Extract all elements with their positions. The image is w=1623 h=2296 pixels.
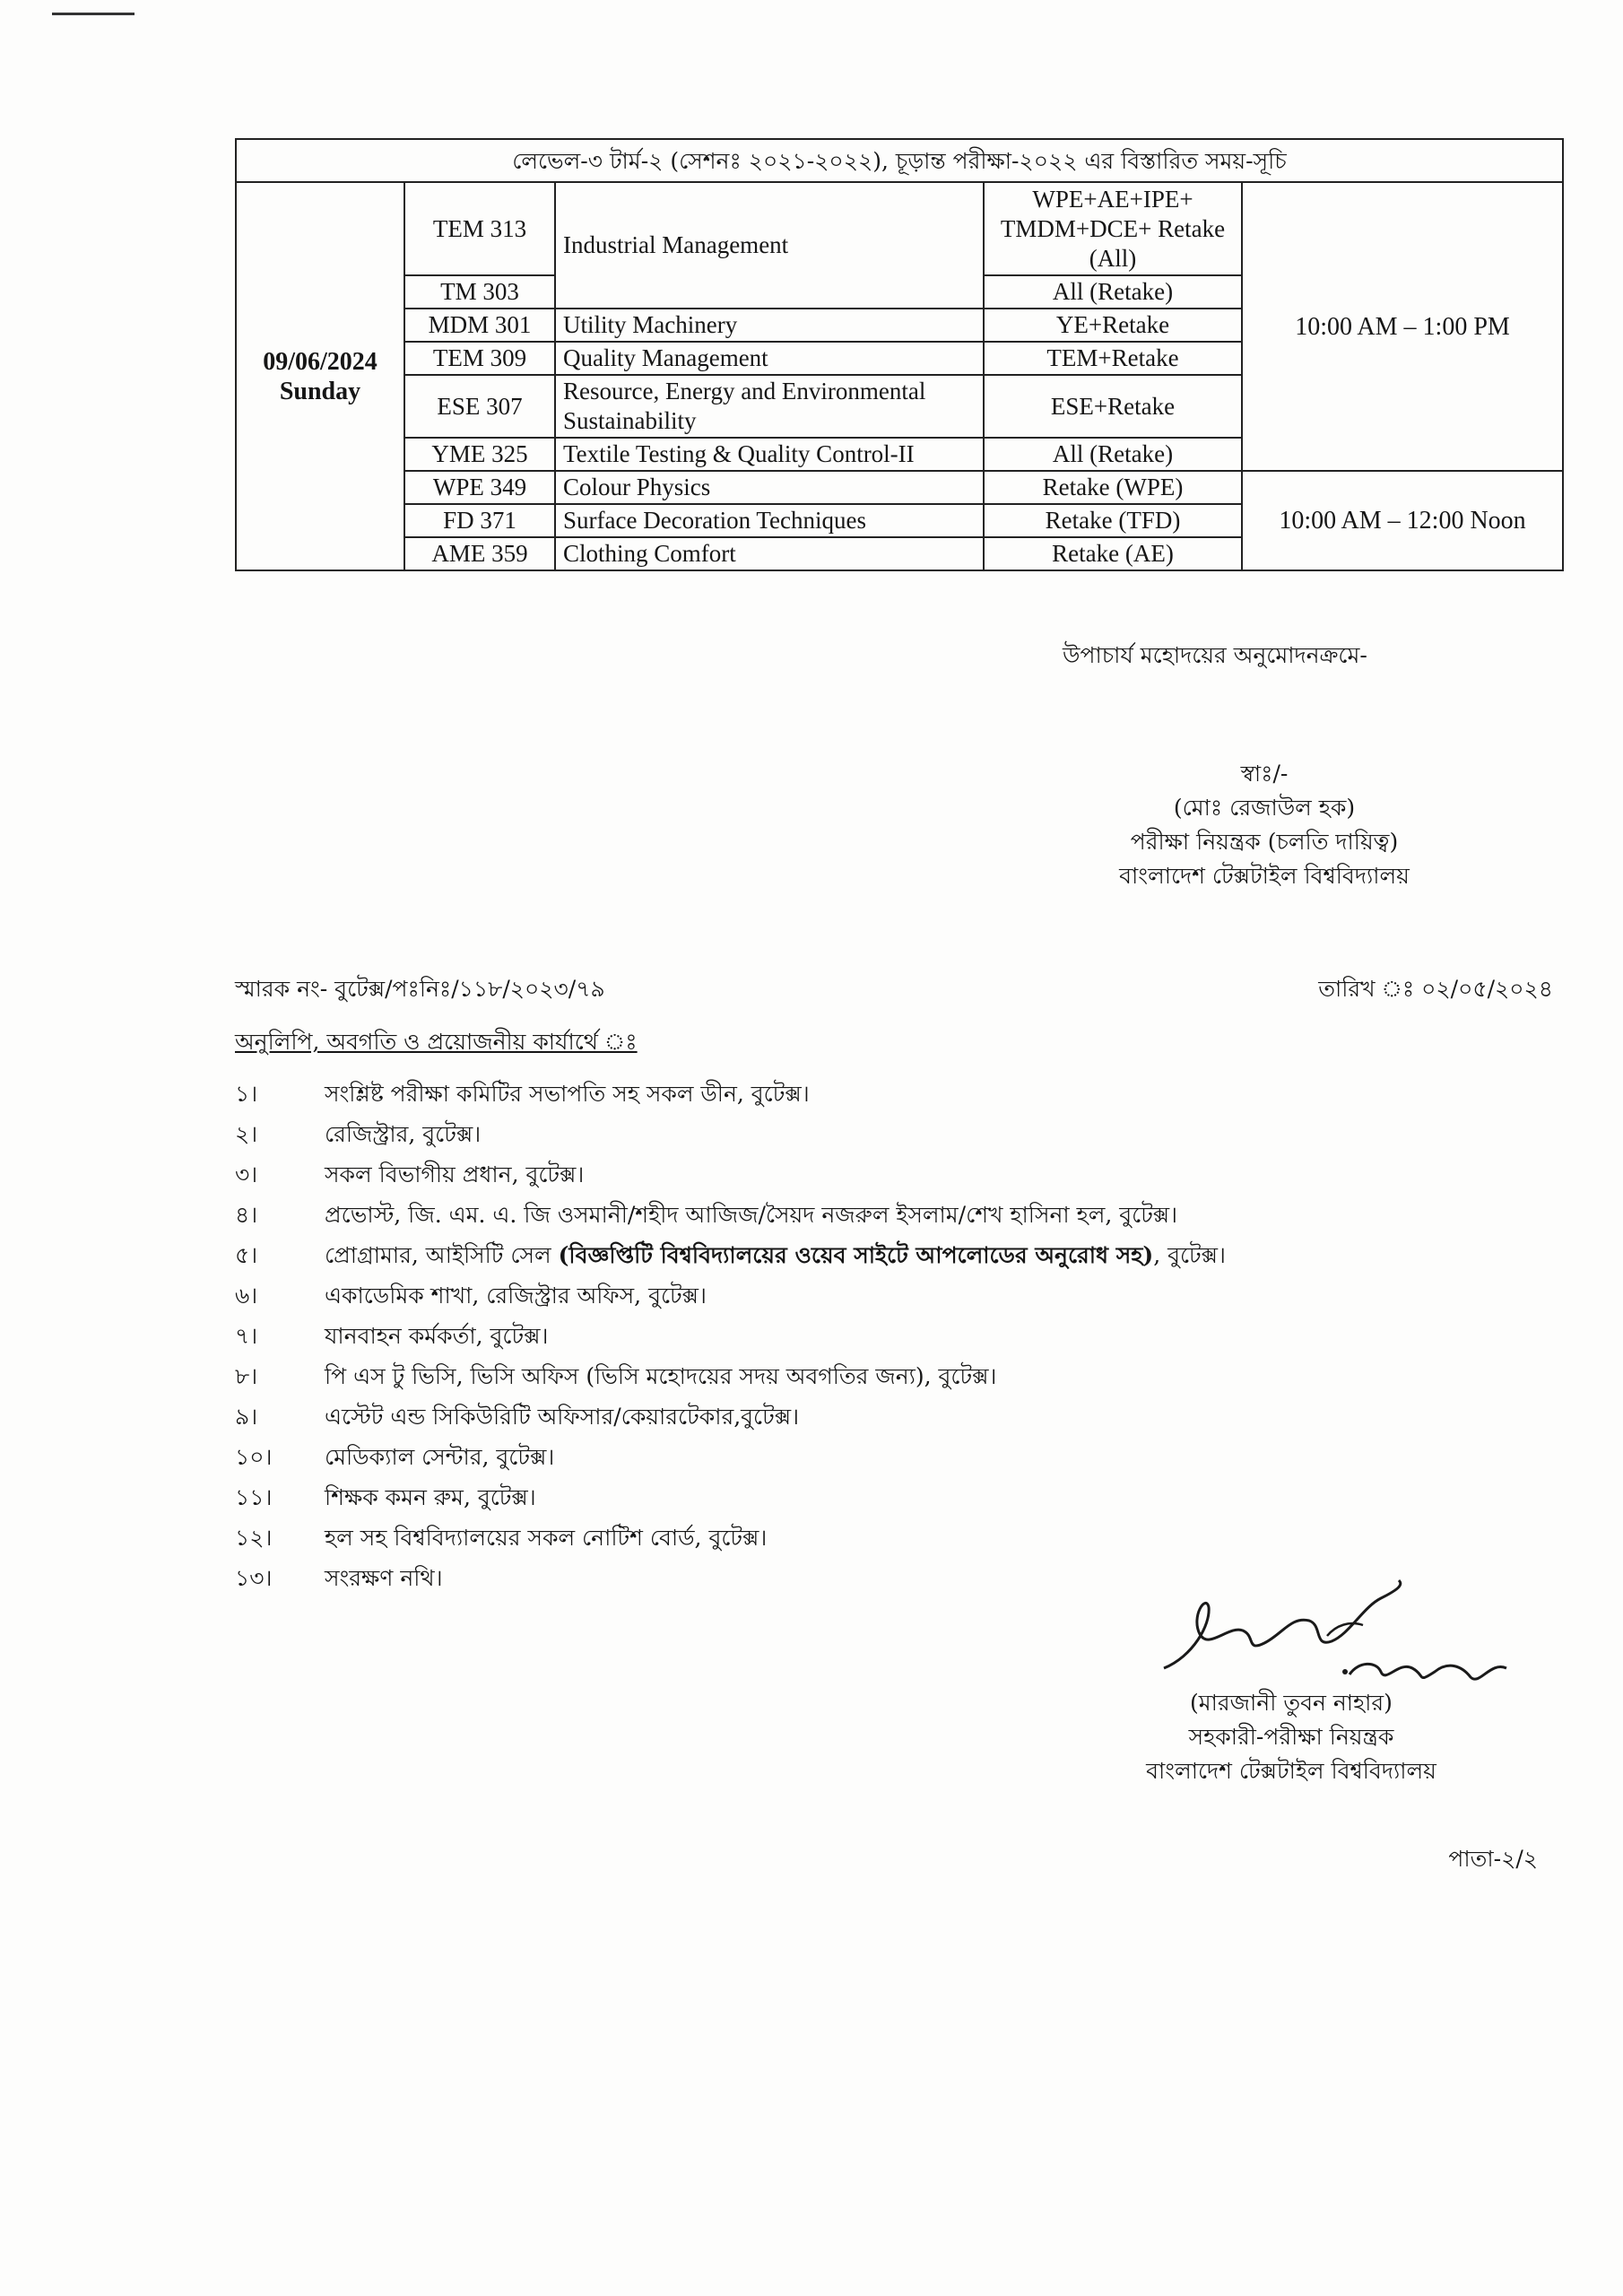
course-title: Resource, Energy and Environmental Sustainability	[555, 375, 984, 438]
department: All (Retake)	[984, 275, 1242, 309]
signer-name: (মোঃ রেজাউল হক)	[1173, 795, 1356, 821]
table-title-row	[236, 139, 1563, 182]
schedule-title: লেভেল-৩ টার্ম-২ (সেশনঃ ২০২১-২০২২), চূড়ান্ত পরীক্ষা-২০২২ এর বিস্তারিত সময়-সূচি	[236, 139, 1563, 182]
list-item: ১০। মেডিক্যাল সেন্টার, বুটেক্স।	[235, 1444, 555, 1470]
course-title: Quality Management	[555, 342, 984, 375]
course-title: Textile Testing & Quality Control-II	[555, 438, 984, 471]
course-code: ESE 307	[404, 375, 555, 438]
course-code: FD 371	[404, 504, 555, 537]
course-code: TEM 309	[404, 342, 555, 375]
controller-signature-block	[1076, 757, 1453, 893]
table-row	[236, 471, 1563, 504]
assistant-controller-signature-block	[1094, 1686, 1488, 1788]
course-code: TM 303	[404, 275, 555, 309]
list-item: ১। সংশ্লিষ্ট পরীক্ষা কমিটির সভাপতি সহ সকল ডীন, বুটেক্স।	[235, 1081, 810, 1107]
list-item: ১৩। সংরক্ষণ নথি।	[235, 1565, 443, 1591]
signer-designation: পরীক্ষা নিয়ন্ত্রক (চলতি দায়িত্ব)	[1130, 829, 1399, 855]
course-code: AME 359	[404, 537, 555, 570]
department: YE+Retake	[984, 309, 1242, 342]
department: Retake (AE)	[984, 537, 1242, 570]
exam-date: 09/06/2024	[263, 347, 378, 376]
signer-name: (মারজানী তুবন নাহার)	[1190, 1690, 1393, 1716]
course-code: YME 325	[404, 438, 555, 471]
issue-date: তারিখ ঃ ০২/০৫/২০২৪	[1318, 976, 1553, 1002]
exam-time-slot-1: 10:00 AM – 1:00 PM	[1242, 182, 1563, 471]
list-item: ৪। প্রভোস্ট, জি. এম. এ. জি ওসমানী/শহীদ আজিজ/সৈয়দ নজরুল ইসলাম/শেখ হাসিনা হল, বুটেক্স।	[235, 1202, 1178, 1228]
memo-number: স্মারক নং- বুটেক্স/পঃনিঃ/১১৮/২০২৩/৭৯	[235, 976, 605, 1002]
department: WPE+AE+IPE+ TMDM+DCE+ Retake (All)	[984, 182, 1242, 275]
list-item: ৮। পি এস টু ভিসি, ভিসি অফিস (ভিসি মহোদয়ের সদয় অবগতির জন্য), বুটেক্স।	[235, 1363, 997, 1389]
approval-note: উপাচার্য মহোদয়ের অনুমোদনক্রমে-	[1063, 642, 1367, 668]
signer-organization: বাংলাদেশ টেক্সটাইল বিশ্ববিদ্যালয়	[1119, 863, 1410, 889]
course-code: WPE 349	[404, 471, 555, 504]
department: All (Retake)	[984, 438, 1242, 471]
signed-mark: স্বাঃ/-	[1240, 761, 1289, 787]
list-item: ৬। একাডেমিক শাখা, রেজিস্ট্রার অফিস, বুটেক্স।	[235, 1283, 707, 1309]
department: Retake (WPE)	[984, 471, 1242, 504]
course-title: Colour Physics	[555, 471, 984, 504]
upload-request-note: (বিজ্ঞপ্তিটি বিশ্ববিদ্যালয়ের ওয়েব সাইটে আপলোডের অনুরোধ সহ)	[558, 1242, 1154, 1268]
page-number: পাতা-২/২	[1448, 1846, 1538, 1872]
course-title: Clothing Comfort	[555, 537, 984, 570]
department: TEM+Retake	[984, 342, 1242, 375]
list-item: ৯। এস্টেট এন্ড সিকিউরিটি অফিসার/কেয়ারটেকার,বুটেক্স।	[235, 1404, 800, 1430]
list-item: ২। রেজিস্ট্রার, বুটেক্স।	[235, 1121, 482, 1147]
exam-date-cell	[236, 182, 404, 570]
signer-designation: সহকারী-পরীক্ষা নিয়ন্ত্রক	[1188, 1724, 1394, 1750]
department: ESE+Retake	[984, 375, 1242, 438]
list-item: ১১। শিক্ষক কমন রুম, বুটেক্স।	[235, 1484, 536, 1510]
department: Retake (TFD)	[984, 504, 1242, 537]
exam-day: Sunday	[279, 377, 361, 405]
course-title: Industrial Management	[555, 182, 984, 309]
exam-schedule-table	[235, 138, 1564, 571]
copy-to-heading: অনুলিপি, অবগতি ও প্রয়োজনীয় কার্যার্থে ঃ	[235, 1029, 638, 1055]
course-title: Utility Machinery	[555, 309, 984, 342]
list-item: ৭। যানবাহন কর্মকর্তা, বুটেক্স।	[235, 1323, 549, 1349]
distribution-list	[235, 1074, 1226, 1598]
list-item: ১২। হল সহ বিশ্ববিদ্যালয়ের সকল নোটিশ বোর্ড, বুটেক্স।	[235, 1525, 768, 1551]
table-row	[236, 182, 1563, 275]
corner-mark	[52, 13, 135, 15]
course-title: Surface Decoration Techniques	[555, 504, 984, 537]
list-item: ৫। প্রোগ্রামার, আইসিটি সেল (বিজ্ঞপ্তিটি বিশ্ববিদ্যালয়ের ওয়েব সাইটে আপলোডের অনুরোধ সহ), বুটেক্স।	[235, 1242, 1226, 1268]
list-item: ৩। সকল বিভাগীয় প্রধান, বুটেক্স।	[235, 1161, 585, 1187]
exam-time-slot-2: 10:00 AM – 12:00 Noon	[1242, 471, 1563, 570]
course-code: TEM 313	[404, 182, 555, 275]
course-code: MDM 301	[404, 309, 555, 342]
signer-organization: বাংলাদেশ টেক্সটাইল বিশ্ববিদ্যালয়	[1146, 1758, 1436, 1784]
